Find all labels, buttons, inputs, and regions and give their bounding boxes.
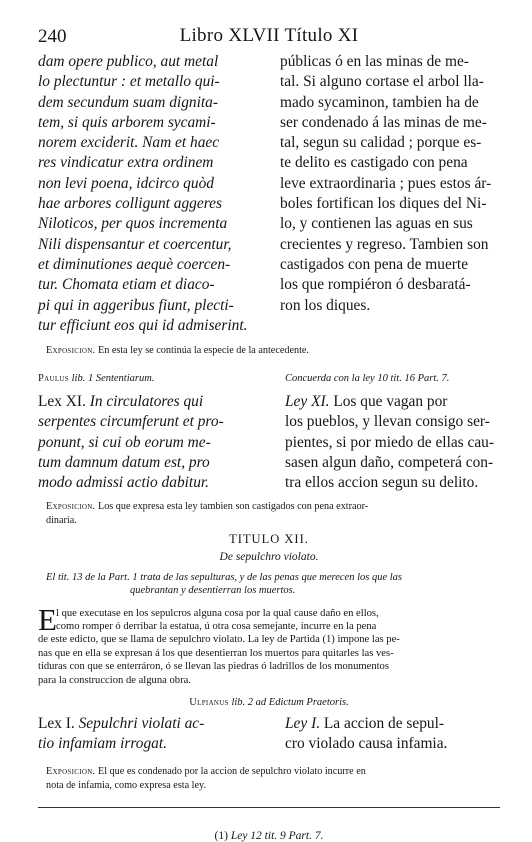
exposicion-label: Exposicion. xyxy=(46,500,96,512)
spanish-line: ron los diques. xyxy=(280,296,371,314)
spanish-column xyxy=(280,52,500,336)
footnote xyxy=(38,830,500,842)
latin-line: tur. Chomata etiam et diaco- xyxy=(38,276,215,294)
spanish-line: te delito es castigado con pena xyxy=(280,154,468,172)
jurist-name: Ulpianus xyxy=(189,697,229,709)
concordance-line: quebrantan y desentierran los muertos. xyxy=(130,584,296,596)
law-line-text: Los que vagan por xyxy=(333,393,448,411)
footnote-text: Ley 12 tit. 9 Part. 7. xyxy=(230,829,324,842)
exposicion-text: En esta ley se continúa la especie de la antecedente. xyxy=(97,345,309,357)
jurist-name: Paulus xyxy=(38,373,69,385)
drop-cap: E xyxy=(38,601,57,637)
law-label: Ley I. xyxy=(285,715,321,733)
law-i-spanish-text xyxy=(285,714,500,755)
law-line xyxy=(285,392,500,412)
footnote-marker: (1) xyxy=(214,829,228,842)
latin-line: et diminutiones aequè coercen- xyxy=(38,255,231,273)
law-line: tio infamiam irrogat. xyxy=(38,735,167,753)
page-header xyxy=(38,24,500,50)
spanish-line: mado sycaminon, tambien ha de xyxy=(280,93,479,111)
latin-line: hae arbores colligunt aggeres xyxy=(38,195,222,213)
spanish-line: ser condenado á las minas de me- xyxy=(280,113,487,131)
latin-line: non levi poena, idcirco quòd xyxy=(38,174,214,192)
law-source-left xyxy=(38,372,270,386)
law-source xyxy=(38,697,500,708)
exposicion-note xyxy=(38,344,500,358)
exposicion-note xyxy=(38,765,500,793)
exposicion-line: dinaria. xyxy=(46,514,77,526)
spanish-line: tal. Si alguno cortase el arbol lla- xyxy=(280,73,484,91)
law-line xyxy=(285,714,500,734)
spanish-line: los que rompiéron ó desbaratá- xyxy=(280,276,471,294)
law-i xyxy=(38,714,500,755)
spanish-line: leve extraordinaria ; pues estos ár- xyxy=(280,174,492,192)
footnote-divider xyxy=(38,807,500,808)
exposicion-line xyxy=(46,765,500,779)
concordance-line: El tit. 13 de la Part. 1 trata de las sepulturas, y de las penas que merecen los que las xyxy=(46,571,402,583)
intro-line: nas que en ella se expresan á los que desentierran los muertos para quitarles las ves- xyxy=(38,647,394,659)
exposicion-line xyxy=(46,500,500,514)
latin-line: Nili dispensantur et coercentur, xyxy=(38,235,232,253)
law-label: Lex XI. xyxy=(38,393,86,411)
law-source-right: Concuerda con la ley 10 tit. 16 Part. 7. xyxy=(285,373,450,385)
exposicion-text: El que es condenado por la accion de sepulchro violato incurre en xyxy=(97,765,366,777)
latin-line: res vindicatur extra ordinem xyxy=(38,154,214,172)
intro-line: tiduras con que se enterráron, ó se llevan las piedras ó ladrillos de los monumentos xyxy=(38,661,389,673)
latin-line: tem, si quis arborem sycami- xyxy=(38,113,216,131)
law-line: serpentes circumferunt et pro- xyxy=(38,413,224,431)
intro-line: l que executase en los sepulcros alguna cosa por la qual cause daño en ellos, xyxy=(56,607,379,619)
book-page xyxy=(38,24,500,842)
running-title: Libro XLVII Título XI xyxy=(179,25,359,46)
spanish-line: boles fortifican los diques del Ni- xyxy=(280,195,487,213)
law-xi-latin xyxy=(38,372,270,493)
titulo-subtitle: De sepulchro violato. xyxy=(219,550,319,563)
law-xi-latin-text xyxy=(38,392,270,493)
exposicion-label: Exposicion. xyxy=(46,765,96,777)
exposicion-note xyxy=(38,500,500,528)
jurist-ref: lib. 2 ad Edictum Praetoris. xyxy=(231,697,349,709)
law-xi xyxy=(38,372,500,493)
law-line xyxy=(38,714,266,734)
concordance-note xyxy=(38,571,500,597)
parallel-columns xyxy=(38,52,500,336)
law-line: sasen algun daño, competerá con- xyxy=(285,454,494,472)
law-line: pientes, si por miedo de ellas cau- xyxy=(285,433,494,451)
intro-line: de este edicto, que se llama de sepulchro violato. La ley de Partida (1) impone las pe- xyxy=(38,634,400,646)
latin-line: dam opere publico, aut metal xyxy=(38,53,219,70)
intro-line: para la construccion de alguna obra. xyxy=(38,674,191,686)
law-line xyxy=(38,392,270,412)
law-line: modo admissi actio dabitur. xyxy=(38,474,210,492)
law-line-text: Sepulchri violati ac- xyxy=(78,715,205,733)
law-line: los pueblos, y llevan consigo ser- xyxy=(285,413,490,431)
spanish-line: públicas ó en las minas de me- xyxy=(280,53,469,70)
page-number: 240 xyxy=(38,26,67,47)
exposicion-text: Los que expresa esta ley tambien son castigados con pena extraor- xyxy=(97,500,369,512)
law-line: tum damnum datum est, pro xyxy=(38,454,210,472)
law-label: Lex I. xyxy=(38,715,75,733)
latin-line: lo plectuntur : et metallo qui- xyxy=(38,73,220,91)
law-line: cro violado causa infamia. xyxy=(285,735,448,753)
law-xi-spanish xyxy=(285,372,500,493)
exposicion-line: nota de infamia, como expresa esta ley. xyxy=(46,779,207,791)
exposicion-label: Exposicion. xyxy=(46,345,96,357)
law-i-latin xyxy=(38,714,266,755)
law-line: tra ellos accion segun su delito. xyxy=(285,474,479,492)
latin-line: pi qui in aggeribus fiunt, plecti- xyxy=(38,296,234,314)
intro-line: como romper ó derribar la estatua, ú otra cosa semejante, incurre en la pena xyxy=(56,621,377,633)
spanish-line: crecientes y regreso. Tambien son xyxy=(280,235,489,253)
spanish-line: tal, segun su calidad ; porque es- xyxy=(280,134,482,152)
law-label: Ley XI. xyxy=(285,393,330,411)
jurist-ref: lib. 1 Sententiarum. xyxy=(71,373,155,385)
latin-line: Niloticos, per quos incrementa xyxy=(38,215,228,233)
spanish-line: castigados con pena de muerte xyxy=(280,255,469,273)
law-line: ponunt, si cui ob eorum me- xyxy=(38,433,211,451)
latin-line: norem exciderit. Nam et haec xyxy=(38,134,220,152)
intro-paragraph xyxy=(38,601,500,687)
latin-line: dem secundum suam dignita- xyxy=(38,93,218,111)
law-i-latin-text xyxy=(38,714,266,755)
latin-line: tur efficiunt eos qui id admiserint. xyxy=(38,316,248,334)
spanish-line: lo, y contienen las aguas en sus xyxy=(280,215,473,233)
law-xi-spanish-text xyxy=(285,392,500,493)
titulo-heading: TITULO XII. xyxy=(229,531,309,546)
law-line-text: La accion de sepul- xyxy=(323,715,444,733)
law-i-spanish xyxy=(285,714,500,755)
law-line-text: In circulatores qui xyxy=(89,393,204,411)
latin-column xyxy=(38,52,268,336)
